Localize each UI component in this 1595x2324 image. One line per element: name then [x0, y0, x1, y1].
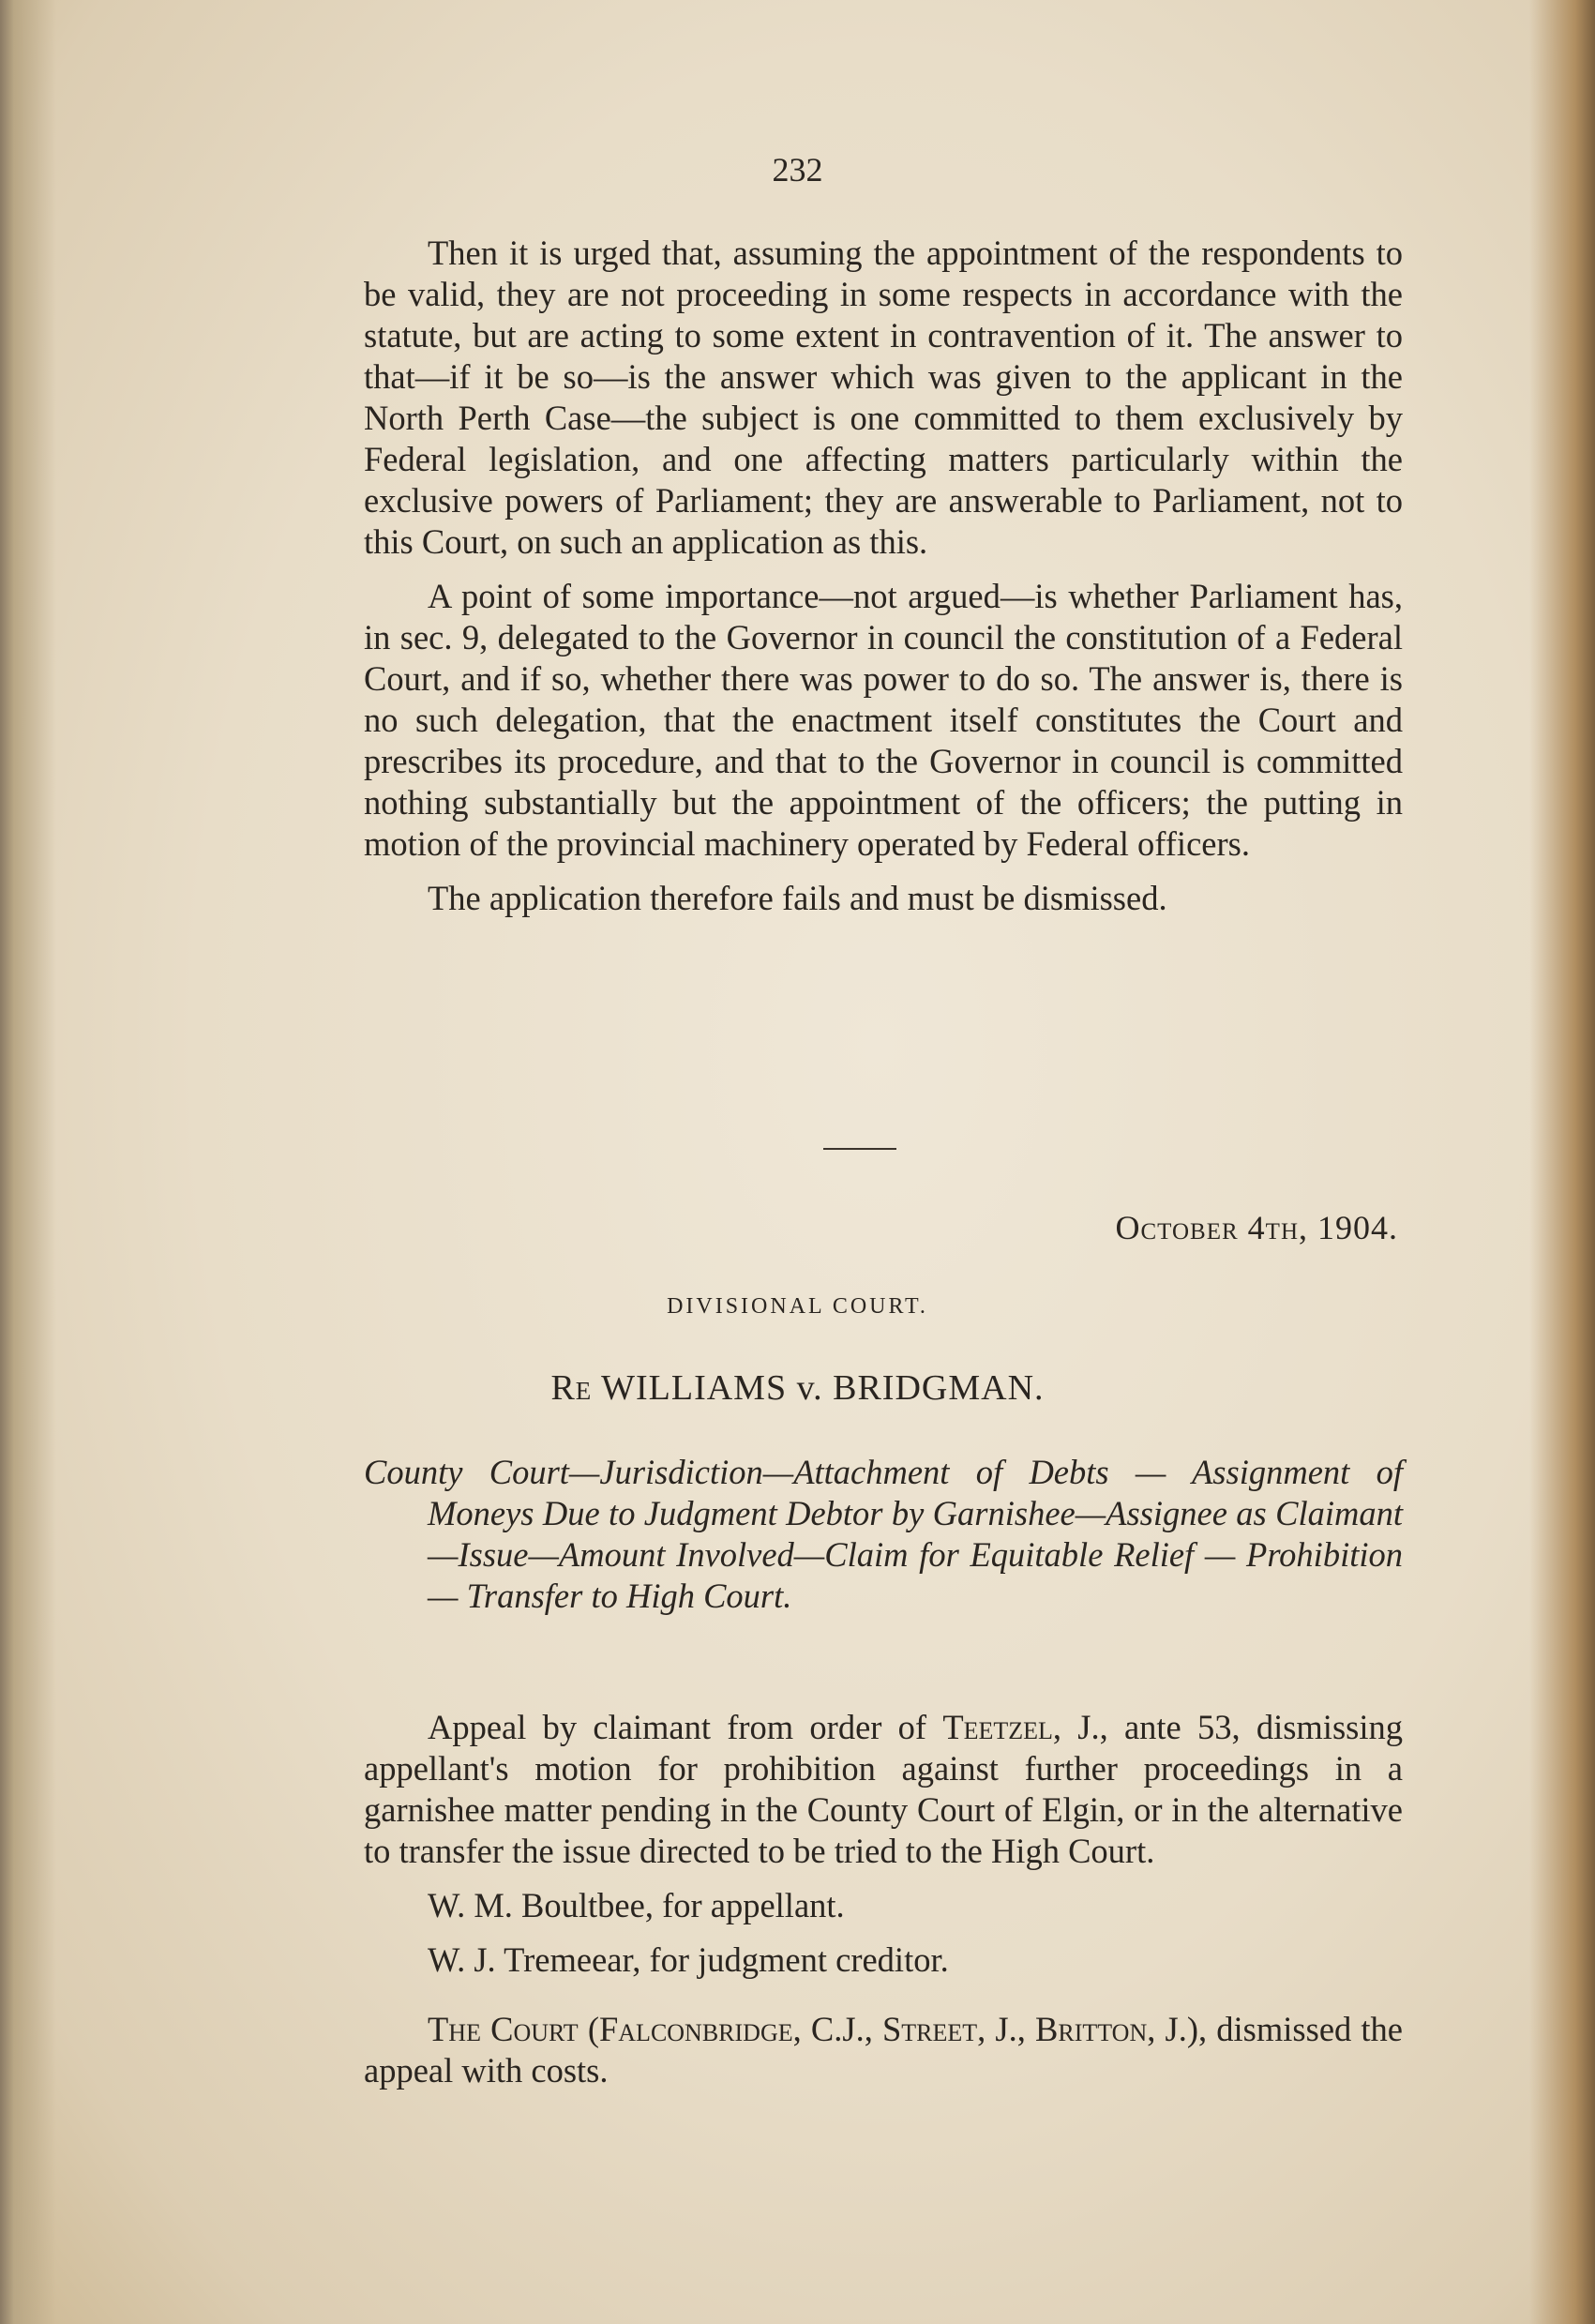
- case-title-names: WILLIAMS v. BRIDGMAN.: [601, 1368, 1045, 1408]
- paragraph-1: Then it is urged that, assuming the appointment of the respondents to be valid, they are not proceeding in some respects in accordance with the statute, but are acting to some extent in contravention of it. The answer to that—if it be so—is the answer which was given to the applicant in the North Perth Case—the subject is one committed to them exclusively by Federal legislation, and one affecting matters particularly within the exclusive powers of Parliament; they are answerable to Parliament, not to this Court, on such an application as this.: [364, 234, 1403, 561]
- decision-date: October 4th, 1904.: [1115, 1209, 1398, 1246]
- court-name: DIVISIONAL COURT.: [667, 1294, 928, 1319]
- judgment-open: (: [578, 2010, 599, 2048]
- case-title-prefix: Re: [550, 1368, 593, 1408]
- opinion-text: [364, 233, 1403, 919]
- paragraph-3: The application therefore fails and must be dismissed.: [428, 879, 1167, 917]
- judgment-paragraph: [364, 2009, 1403, 2091]
- counsel-creditor: W. J. Tremeear, for judgment creditor.: [428, 1940, 949, 1979]
- paragraph-2: A point of some importance—not argued—is whether Parliament has, in sec. 9, delegated to the Governor in council the constitution of a Federal Court, and if so, whether there was power to do so. The answer is, there is no such delegation, that the enactment itself constitutes the Court and prescribes its procedure, and that to the Governor in council is committed nothing substantially but the appointment of the officers; the putting in motion of the provincial machinery operated by Federal officers.: [364, 577, 1403, 863]
- judgment-court: The Court: [428, 2010, 579, 2048]
- judgment-judge-3: Britton: [1035, 2010, 1148, 2048]
- case-title: [0, 1367, 1595, 1409]
- page-number: 232: [772, 151, 823, 189]
- appeal-judge: Teetzel: [942, 1708, 1053, 1746]
- case-report: [364, 1707, 1403, 2091]
- page-edge-left: [0, 0, 56, 2324]
- judgment-judge-1: Falconbridge: [598, 2010, 793, 2048]
- appeal-text-end: , J., ante 53, dismissing appellant's motion for prohibition against further proceedings in a garnishee matter pending in the County Court of Elgin, or in the alternative to transfer the issue directed to be tried to the High Court.: [364, 1708, 1403, 1870]
- appeal-paragraph: [364, 1707, 1403, 1872]
- page-edge-right: [1529, 0, 1595, 2324]
- appeal-text-start: Appeal by claimant from order of: [428, 1708, 927, 1746]
- judgment-judge-2: Street: [881, 2010, 978, 2048]
- headnote: County Court—Jurisdiction—Attachment of Debts — Assignment of Moneys Due to Judgment Debtor by Garnishee—Assignee as Claimant—Issue—Amount Involved—Claim for Equitable Relief — Prohibition — Transfer to High Court.: [364, 1453, 1403, 1615]
- judgment-mid-1: , C.J.,: [792, 2010, 882, 2048]
- judgment-mid-2: , J.,: [977, 2010, 1036, 2048]
- section-divider: [823, 1148, 896, 1150]
- judgment-end: , J.), dismissed the appeal with costs.: [364, 2010, 1404, 2090]
- counsel-appellant: W. M. Boultbee, for appellant.: [428, 1886, 845, 1924]
